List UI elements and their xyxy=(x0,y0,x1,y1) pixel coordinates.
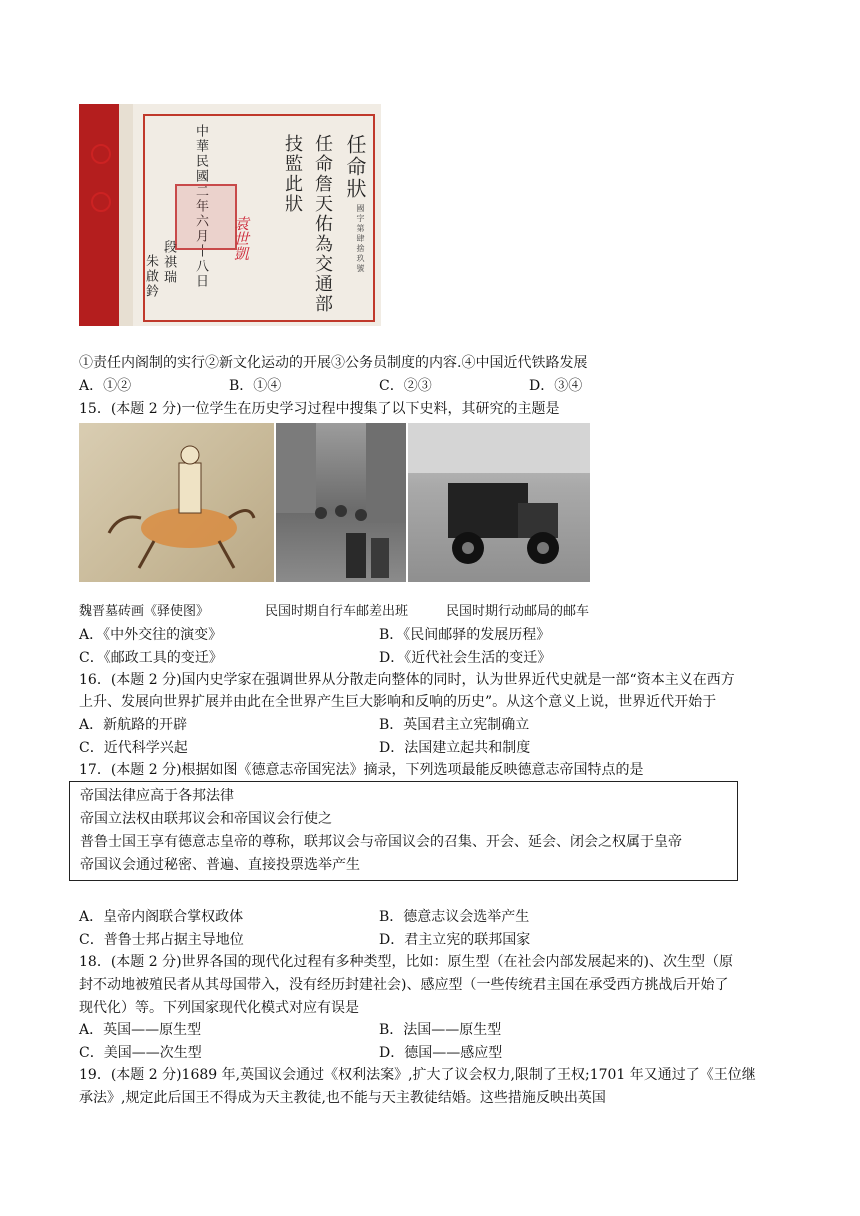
tomb-brick-painting-image xyxy=(79,423,274,582)
certificate-body-line2: 技監此狀 xyxy=(282,134,303,214)
ribbon-mark xyxy=(91,144,111,164)
certificate-date: 中華民國二年六月十八日 xyxy=(193,124,208,289)
q14-option-d[interactable]: D．③④ xyxy=(529,378,583,394)
q18-option-a[interactable]: A．英国——原生型 xyxy=(79,1022,202,1038)
signer-2: 朱啟鈐 xyxy=(143,254,158,299)
mail-truck xyxy=(408,423,590,582)
excerpt-line: 帝国立法权由联邦议会和帝国议会行使之 xyxy=(80,811,332,827)
q18-option-b[interactable]: B．法国——原生型 xyxy=(379,1022,502,1038)
q17-option-b[interactable]: B．德意志议会选举产生 xyxy=(379,909,530,925)
q17-option-a[interactable]: A．皇帝内阁联合掌权政体 xyxy=(79,909,244,925)
mobile-post-office-truck-photo xyxy=(408,423,590,582)
paper-fold xyxy=(119,104,133,326)
q14-option-a[interactable]: A．①② xyxy=(79,378,132,394)
excerpt-line: 帝国法律应高于各邦法律 xyxy=(80,788,234,804)
q14-statements: ①责任内阁制的实行②新文化运动的开展③公务员制度的内容.④中国近代铁路发展 xyxy=(79,355,588,371)
q15-option-a[interactable]: A．《中外交往的演变》 xyxy=(79,627,223,643)
signer-1: 段祺瑞 xyxy=(161,240,176,285)
caption-2: 民国时期自行车邮差出班 xyxy=(265,604,409,619)
appointment-certificate-image xyxy=(79,104,381,326)
q17-stem: 17．(本题 2 分)根据如图《德意志帝国宪法》摘录，下列选项最能反映德意志帝国特点的是 xyxy=(79,762,644,778)
q16-stem-line1: 16．(本题 2 分)国内史学家在强调世界从分散走向整体的同时，认为世界近代史就是一部“资本主义在西方 xyxy=(79,672,735,688)
q16-option-c[interactable]: C．近代科学兴起 xyxy=(79,740,188,756)
president-signature: 袁世凱 xyxy=(232,216,250,261)
q16-option-a[interactable]: A．新航路的开辟 xyxy=(79,717,188,733)
q16-option-b[interactable]: B．英国君主立宪制确立 xyxy=(379,717,530,733)
q15-option-b[interactable]: B．《民间邮驿的发展历程》 xyxy=(379,627,551,643)
q18-option-d[interactable]: D．德国——感应型 xyxy=(379,1045,503,1061)
q15-stem: 15．(本题 2 分)一位学生在历史学习过程中搜集了以下史料，其研究的主题是 xyxy=(79,401,560,417)
q18-option-c[interactable]: C．美国——次生型 xyxy=(79,1045,202,1061)
q19-stem-line1: 19．(本题 2 分)1689 年,英国议会通过《权利法案》,扩大了议会权力,限制了王权;1701 年又通过了《王位继 xyxy=(79,1067,756,1083)
q15-option-c[interactable]: C．《邮政工具的变迁》 xyxy=(79,650,223,666)
q15-option-d[interactable]: D．《近代社会生活的变迁》 xyxy=(379,650,552,666)
q18-stem-line2: 封不动地被殖民者从其母国带入，没有经历封建社会)、感应型（一些传统君主国在承受西方挑战后开始了 xyxy=(79,977,729,993)
q17-option-c[interactable]: C．普鲁士邦占据主导地位 xyxy=(79,932,244,948)
q14-option-c[interactable]: C．②③ xyxy=(379,378,432,394)
q19-stem-line2: 承法》,规定此后国王不得成为天主教徒,也不能与天主教徒结婚。这些措施反映出英国 xyxy=(79,1090,606,1106)
q18-stem-line1: 18．(本题 2 分)世界各国的现代化过程有多种类型，比如：原生型（在社会内部发展起来的)、次生型（原 xyxy=(79,954,734,970)
certificate-title: 任命狀 xyxy=(343,134,367,200)
caption-1: 魏晋墓砖画《驿使图》 xyxy=(79,604,210,619)
q18-stem-line3: 现代化）等。下列国家现代化模式对应有误是 xyxy=(79,1000,359,1016)
official-seal xyxy=(175,184,237,250)
bicycle-postmen-photo xyxy=(276,423,406,582)
excerpt-line: 普鲁士国王享有德意志皇帝的尊称，联邦议会与帝国议会的召集、开会、延会、闭会之权属于皇帝 xyxy=(80,834,682,850)
q16-stem-line2: 上升、发展向世界扩展并由此在全世界产生巨大影响和反响的历史”。从这个意义上说，世界近代开始于 xyxy=(79,694,717,710)
q14-option-b[interactable]: B．①④ xyxy=(229,378,282,394)
horse-rider-drawing xyxy=(79,423,274,582)
ribbon-mark xyxy=(91,192,111,212)
certificate-body-line1: 任命詹天佑為交通部 xyxy=(312,134,333,314)
street-scene xyxy=(276,423,406,582)
red-ribbon xyxy=(79,104,119,326)
q17-option-d[interactable]: D．君主立宪的联邦国家 xyxy=(379,932,531,948)
certificate-number: 國字第肆捨玖號 xyxy=(356,204,365,274)
q16-option-d[interactable]: D．法国建立起共和制度 xyxy=(379,740,531,756)
excerpt-line: 帝国议会通过秘密、普遍、直接投票选举产生 xyxy=(80,857,360,873)
constitution-excerpt-box xyxy=(69,781,738,881)
caption-3: 民国时期行动邮局的邮车 xyxy=(446,604,590,619)
